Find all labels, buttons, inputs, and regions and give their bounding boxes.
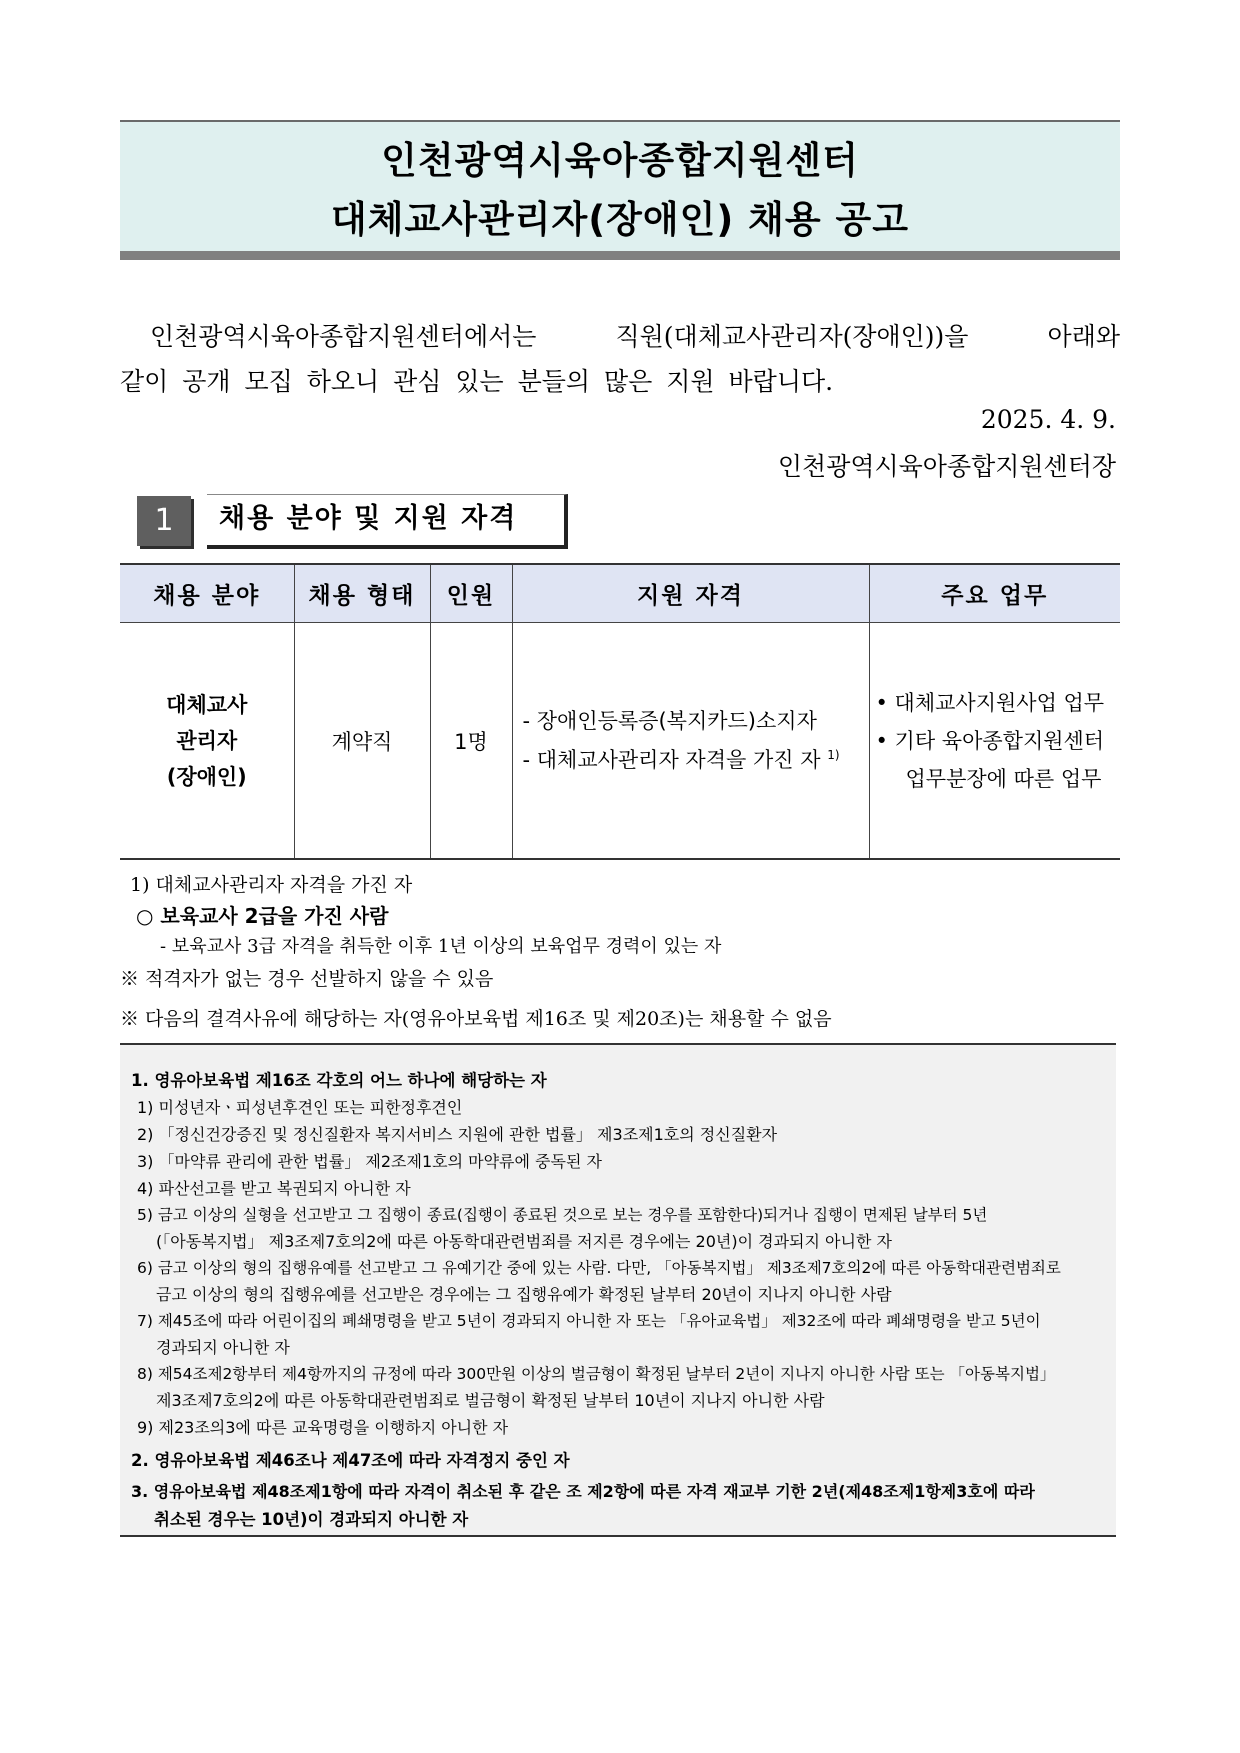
cell-field: [120, 623, 294, 860]
cell-qualification: [512, 623, 869, 860]
qualification-item-2: [523, 738, 869, 777]
intro-paragraph: [120, 314, 1120, 404]
intro-line-2: 같이 공개 모집 하오니 관심 있는 분들의 많은 지원 바랍니다.: [120, 367, 834, 396]
disqualification-box: [120, 1043, 1116, 1537]
announcement-date: 2025. 4. 9.: [980, 405, 1116, 434]
qualification-item-1: - 장애인등록증(복지카드)소지자: [522, 709, 817, 733]
duty-item-2: • 기타 육아종합지원센터: [875, 728, 1105, 753]
table-row: [120, 623, 1120, 860]
disq-item-2: 2) 「정신건강증진 및 정신질환자 복지서비스 지원에 관한 법률」 제3조제1호의 정신질환자: [137, 1125, 778, 1144]
disq-item-7: 7) 제45조에 따라 어린이집의 폐쇄명령을 받고 5년이 경과되지 아니한 자 또는 「유아교육법」 제32조에 따라 폐쇄명령을 받고 5년이: [137, 1312, 1041, 1330]
cell-duties: [869, 623, 1120, 860]
disq-item-9: 9) 제23조의3에 따른 교육명령을 이행하지 아니한 자: [137, 1418, 509, 1437]
recruitment-table: [120, 563, 1120, 860]
disq-heading-2: 2. 영유아보육법 제46조나 제47조에 따라 자격정지 중인 자: [131, 1451, 570, 1470]
section-number: 1: [137, 496, 191, 546]
section-title: 채용 분야 및 지원 자격: [207, 494, 568, 549]
disq-item-3: 3) 「마약류 관리에 관한 법률」 제2조제1호의 마약류에 중독된 자: [137, 1152, 602, 1171]
header-type: 채용 형태: [294, 564, 430, 623]
disq-heading-3: 3. 영유아보육법 제48조제1항에 따라 자격이 취소된 후 같은 조 제2항에 따른 자격 재교부 기한 2년(제48조제1항제3호에 따라: [131, 1482, 1035, 1501]
footnote-1: 1) 대체교사관리자 자격을 가진 자: [130, 874, 413, 896]
header-duties: 주요 업무: [869, 564, 1120, 623]
cell-count: 1명: [430, 623, 512, 860]
disq-item-5-cont: (「아동복지법」 제3조제7호의2에 따른 아동학대관련범죄를 저지른 경우에는 20년)이 경과되지 아니한 자: [156, 1232, 892, 1251]
title-line-2: 대체교사관리자(장애인) 채용 공고: [331, 198, 909, 241]
disq-item-1: 1) 미성년자ㆍ피성년후견인 또는 피한정후견인: [137, 1098, 463, 1117]
duty-item-1: • 대체교사지원사업 업무: [875, 690, 1105, 715]
note-disqualification: ※ 다음의 결격사유에 해당하는 자(영유아보육법 제16조 및 제20조)는 채용할 수 없음: [120, 1008, 832, 1030]
disq-item-7-cont: 경과되지 아니한 자: [156, 1338, 290, 1357]
disq-item-6: 6) 금고 이상의 형의 집행유예를 선고받고 그 유예기간 중에 있는 사람. 다만, 「아동복지법」 제3조제7호의2에 따른 아동학대관련범죄로: [137, 1259, 1061, 1277]
disq-heading-1: 1. 영유아보육법 제16조 각호의 어느 하나에 해당하는 자: [131, 1071, 547, 1090]
note-no-selection: ※ 적격자가 없는 경우 선발하지 않을 수 있음: [120, 968, 494, 990]
field-line-2: 관리자: [176, 728, 238, 753]
disq-item-5: 5) 금고 이상의 실형을 선고받고 그 집행이 종료(집행이 종료된 것으로 보는 경우를 포함한다)되거나 집행이 면제된 날부터 5년: [137, 1206, 988, 1224]
disq-heading-3-cont: 취소된 경우는 10년)이 경과되지 아니한 자: [154, 1510, 469, 1529]
field-line-3: (장애인): [166, 764, 247, 789]
title-line-1: 인천광역시육아종합지원센터: [381, 139, 859, 182]
note-qualification: ○ 보육교사 2급을 가진 사람: [136, 904, 389, 928]
table-header-row: [120, 564, 1120, 623]
duty-item-2-cont: 업무분장에 따른 업무: [905, 766, 1102, 791]
title-banner: [120, 120, 1120, 260]
header-count: 인원: [430, 564, 512, 623]
disq-item-8-cont: 제3조제7호의2에 따른 아동학대관련범죄로 벌금형이 확정된 날부터 10년이 지나지 아니한 사람: [156, 1391, 825, 1410]
header-qualification: 지원 자격: [512, 564, 869, 623]
disq-item-6-cont: 금고 이상의 형의 집행유예를 선고받은 경우에는 그 집행유예가 확정된 날부터 20년이 지나지 아니한 사람: [156, 1285, 892, 1304]
disq-item-8: 8) 제54조제2항부터 제4항까지의 규정에 따라 300만원 이상의 벌금형이 확정된 날부터 2년이 지나지 아니한 사람 또는 「아동복지법」: [137, 1365, 1056, 1383]
footnote-marker: 1): [827, 748, 840, 762]
note-qualification-detail: - 보육교사 3급 자격을 취득한 이후 1년 이상의 보육업무 경력이 있는 자: [160, 936, 722, 957]
intro-line-1: 인천광역시육아종합지원센터에서는 직원(대체교사관리자(장애인))을 아래와: [150, 322, 1120, 351]
qualification-item-2-text: - 대체교사관리자 자격을 가진 자: [522, 748, 821, 772]
header-field: 채용 분야: [120, 564, 294, 623]
disq-item-4: 4) 파산선고를 받고 복권되지 아니한 자: [137, 1179, 411, 1198]
field-line-1: 대체교사: [166, 692, 248, 717]
cell-type: 계약직: [294, 623, 430, 860]
announcement-signer: 인천광역시육아종합지원센터장: [777, 452, 1116, 481]
